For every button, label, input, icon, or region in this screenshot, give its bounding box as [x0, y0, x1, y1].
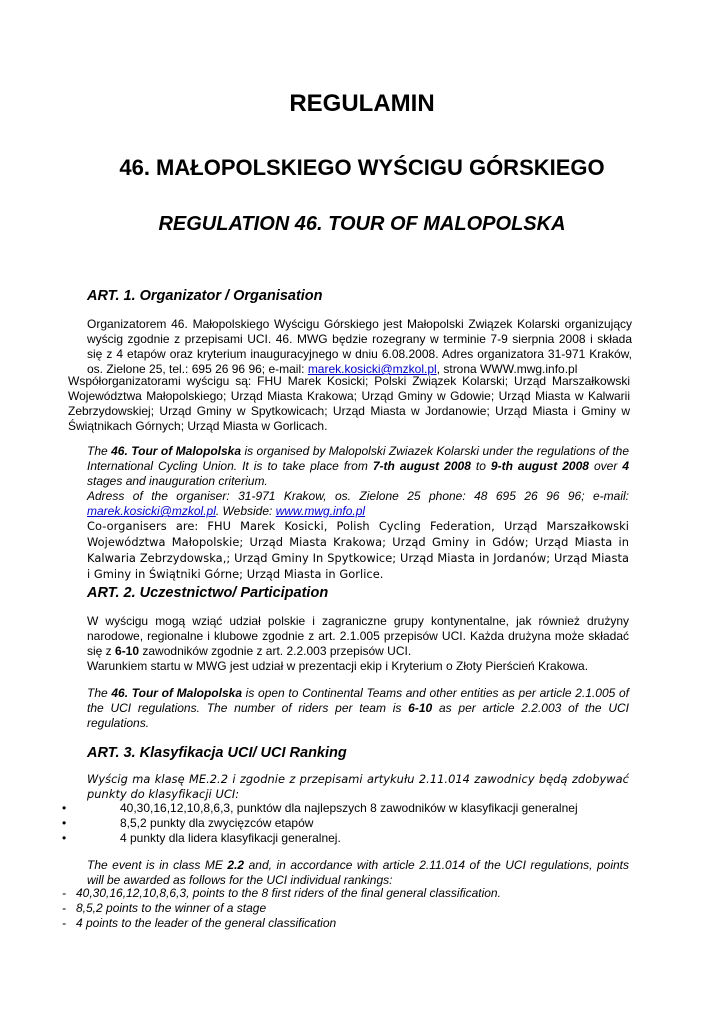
art2-en-team-size: 6-10 — [408, 701, 433, 715]
organiser-website[interactable]: WWW.mwg.info.pl — [480, 362, 578, 376]
art2-pl-condition: Warunkiem startu w MWG jest udział w prezentacji ekip i Kryterium o Złoty Pierścień Krakowa. — [87, 659, 589, 673]
page-subtitle-english: REGULATION 46. TOUR OF MALOPOLSKA — [158, 213, 566, 235]
art1-en-text-2: is organised by Malopolski Zwiazek Kolarski under the regulations of the International Cycling Union. It is to take place from — [87, 444, 630, 473]
art3-en-text: The event is in class ME — [87, 858, 228, 872]
dash-icon: - — [62, 886, 66, 900]
art2-polish-paragraph — [87, 614, 629, 674]
art2-en-text: The — [87, 686, 112, 700]
art3-en-item: 40,30,16,12,10,8,6,3, points to the 8 first riders of the final general classification. — [76, 886, 501, 900]
art1-coorganisers-polish: Współorganizatorami wyścigu są: FHU Marek Kosicki; Polski Związek Kolarski; Urząd Marszałkowski Województwa Małopolskiego; Urząd Miasta Krakowa; Urząd Gminy w Gdowie; Urząd Miasta w Kalwarii Zebrzydowskiej; Urząd Gminy w Spytkowicach; Urząd Miasta w Jordanowie; Urząd Miasta i Gminy w Świątnikach Górnych; Urząd Miasta w Gorlicach. — [68, 374, 630, 433]
bullet-icon: • — [62, 816, 67, 830]
art3-en-item: 8,5,2 points to the winner of a stage — [76, 901, 267, 915]
organiser-website-link-en[interactable]: www.mwg.info.pl — [275, 504, 366, 518]
art1-en-text-3: to — [470, 459, 491, 473]
bullet-icon: • — [62, 831, 67, 845]
art3-en-class: 2.2 — [227, 858, 245, 872]
art1-en-text-5: stages and inauguration criterium. — [87, 474, 268, 488]
art1-english-paragraph — [87, 444, 629, 519]
organiser-email-link-en[interactable]: marek.kosicki@mzkol.pl — [87, 504, 216, 518]
art2-en-text-2: is open to Continental Teams and other entities as per article 2.1.005 of the UCI regulations. The number of riders per team is — [87, 686, 629, 715]
art1-en-text: The — [87, 444, 112, 458]
art3-pl-item: 40,30,16,12,10,8,6,3, punktów dla najlepszych 8 zawodników w klasyfikacji generalnej — [120, 801, 578, 815]
bullet-icon: • — [62, 801, 67, 815]
art2-heading: ART. 2. Uczestnictwo/ Participation — [87, 585, 329, 601]
page-title: REGULAMIN — [289, 90, 435, 117]
art1-en-end-date: 9-th august 2008 — [490, 459, 589, 473]
organiser-email-link[interactable]: marek.kosicki@mzkol.pl — [307, 362, 437, 376]
dash-icon: - — [62, 916, 66, 930]
art3-en-text-2: and, in accordance with article 2.11.014 of the UCI regulations, points will be awarded as follows for the UCI individual rankings: — [87, 858, 629, 887]
art2-en-race-name: 46. Tour of Malopolska — [111, 686, 242, 700]
art1-heading: ART. 1. Organizator / Organisation — [87, 288, 323, 304]
art3-polish-intro: Wyścig ma klasę ME.2.2 i zgodnie z przepisami artykułu 2.11.014 zawodnicy będą zdobywać punkty do klasyfikacji UCI: — [87, 772, 629, 801]
art1-en-text-4: over — [588, 459, 623, 473]
art1-polish-text-2: , strona — [436, 362, 481, 376]
art2-english-paragraph — [87, 686, 629, 731]
art1-en-start-date: 7-th august 2008 — [372, 459, 471, 473]
art3-en-item: 4 points to the leader of the general classification — [76, 916, 337, 930]
page-subtitle: 46. MAŁOPOLSKIEGO WYŚCIGU GÓRSKIEGO — [119, 155, 605, 180]
art2-en-text-3: as per article 2.2.003 of the UCI regulations. — [87, 701, 629, 730]
art1-en-address: Adress of the organiser: 31-971 Krakow, os. Zielone 25 phone: 48 695 26 96 96; e-mail: — [87, 489, 629, 503]
art1-polish-text: Organizatorem 46. Małopolskiego Wyścigu Górskiego jest Małopolski Związek Kolarski organizujący wyścig zgodnie z przepisami UCI. 46. MWG będzie rozegrany w terminie 7-9 sierpnia 2008 i składa się z 4 etapów oraz kryterium inauguracyjnego w dniu 6.08.2008. Adres organizatora 31-971 Kraków, os. Zielone 25, tel.: 695 26 96 96; e-mail: — [87, 317, 632, 376]
art2-pl-team-size: 6-10 — [115, 644, 140, 658]
dash-icon: - — [62, 901, 66, 915]
art2-pl-text: W wyścigu mogą wziąć udział polskie i zagraniczne grupy kontynentalne, jak również drużyny narodowe, regionalne i klubowe zgodnie z art. 2.1.005 przepisów UCI. Każda drużyna może składać się z — [87, 614, 629, 658]
art3-pl-item: 4 punkty dla lidera klasyfikacji generalnej. — [120, 831, 341, 845]
art3-pl-item: 8,5,2 punkty dla zwycięzców etapów — [120, 816, 314, 830]
art2-pl-text-2: zawodników zgodnie z art. 2.2.003 przepisów UCI. — [139, 644, 412, 658]
art1-en-race-name: 46. Tour of Malopolska — [111, 444, 242, 458]
art1-en-stage-count: 4 — [622, 459, 630, 473]
art3-heading: ART. 3. Klasyfikacja UCI/ UCI Ranking — [87, 745, 347, 761]
art3-english-paragraph — [87, 858, 629, 888]
art1-en-web-label: . Webside: — [215, 504, 276, 518]
art1-coorganisers-english: Co-organisers are: FHU Marek Kosicki, Polish Cycling Federation, Urząd Marszałkowski Województwa Małopolskie; Urząd Miasta Krakowa; Urząd Gminy in Gdów; Urząd Miasta in Kalwaria Zebrzydowska,; Urząd Gminy In Spytkowice; Urząd Miasta in Jordanów; Urząd Miasta i Gminy in Świątniki Górne; Urząd Miasta in Gorlice. — [87, 519, 629, 581]
art1-polish-paragraph — [87, 317, 632, 377]
